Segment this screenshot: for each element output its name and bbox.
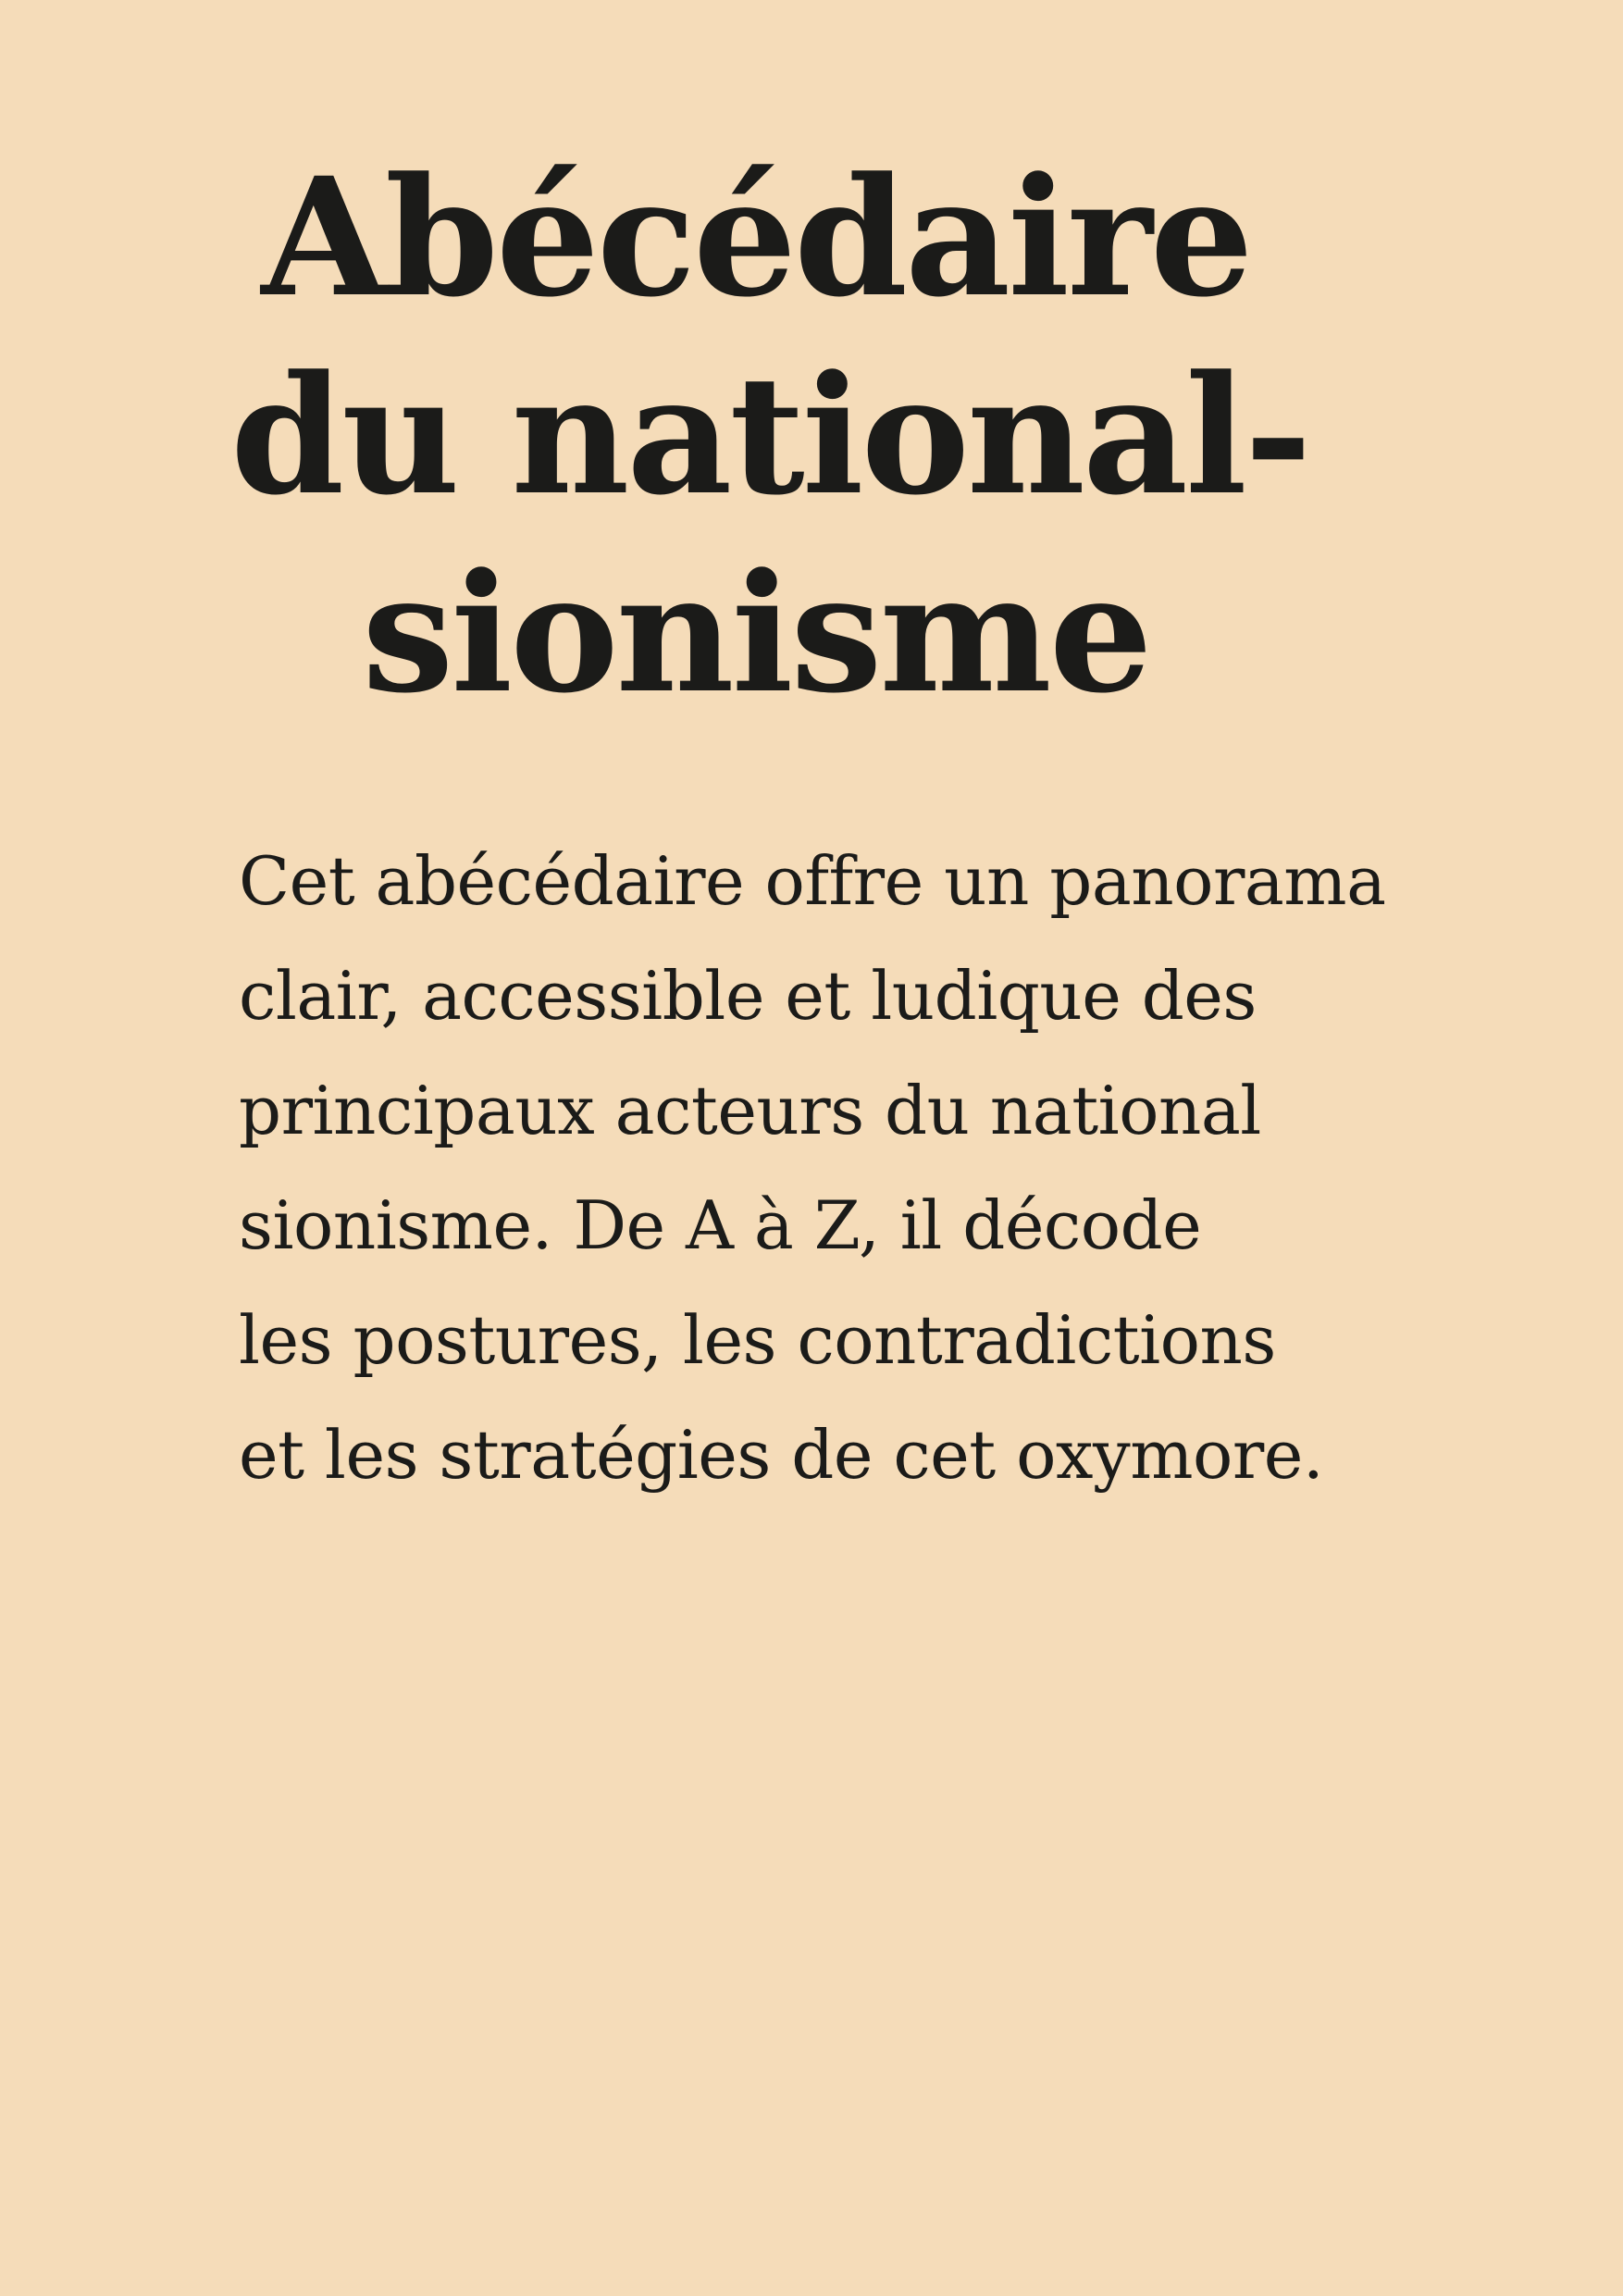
description-line: principaux acteurs du national <box>239 1072 1261 1149</box>
title-line: sionisme <box>362 538 1150 729</box>
description-line: les postures, les contradictions <box>239 1301 1276 1379</box>
description-line: Cet abécédaire offre un panorama <box>239 842 1386 920</box>
cover-title <box>0 139 1623 733</box>
description-line: et les stratégies de cet oxymore. <box>239 1416 1324 1494</box>
title-line: du national- <box>230 340 1309 531</box>
title-line: Abécédaire <box>261 142 1251 333</box>
description-line: sionisme. De A à Z, il décode <box>239 1186 1202 1264</box>
cover-description <box>239 824 1442 1512</box>
description-line: clair, accessible et ludique des <box>239 957 1257 1035</box>
